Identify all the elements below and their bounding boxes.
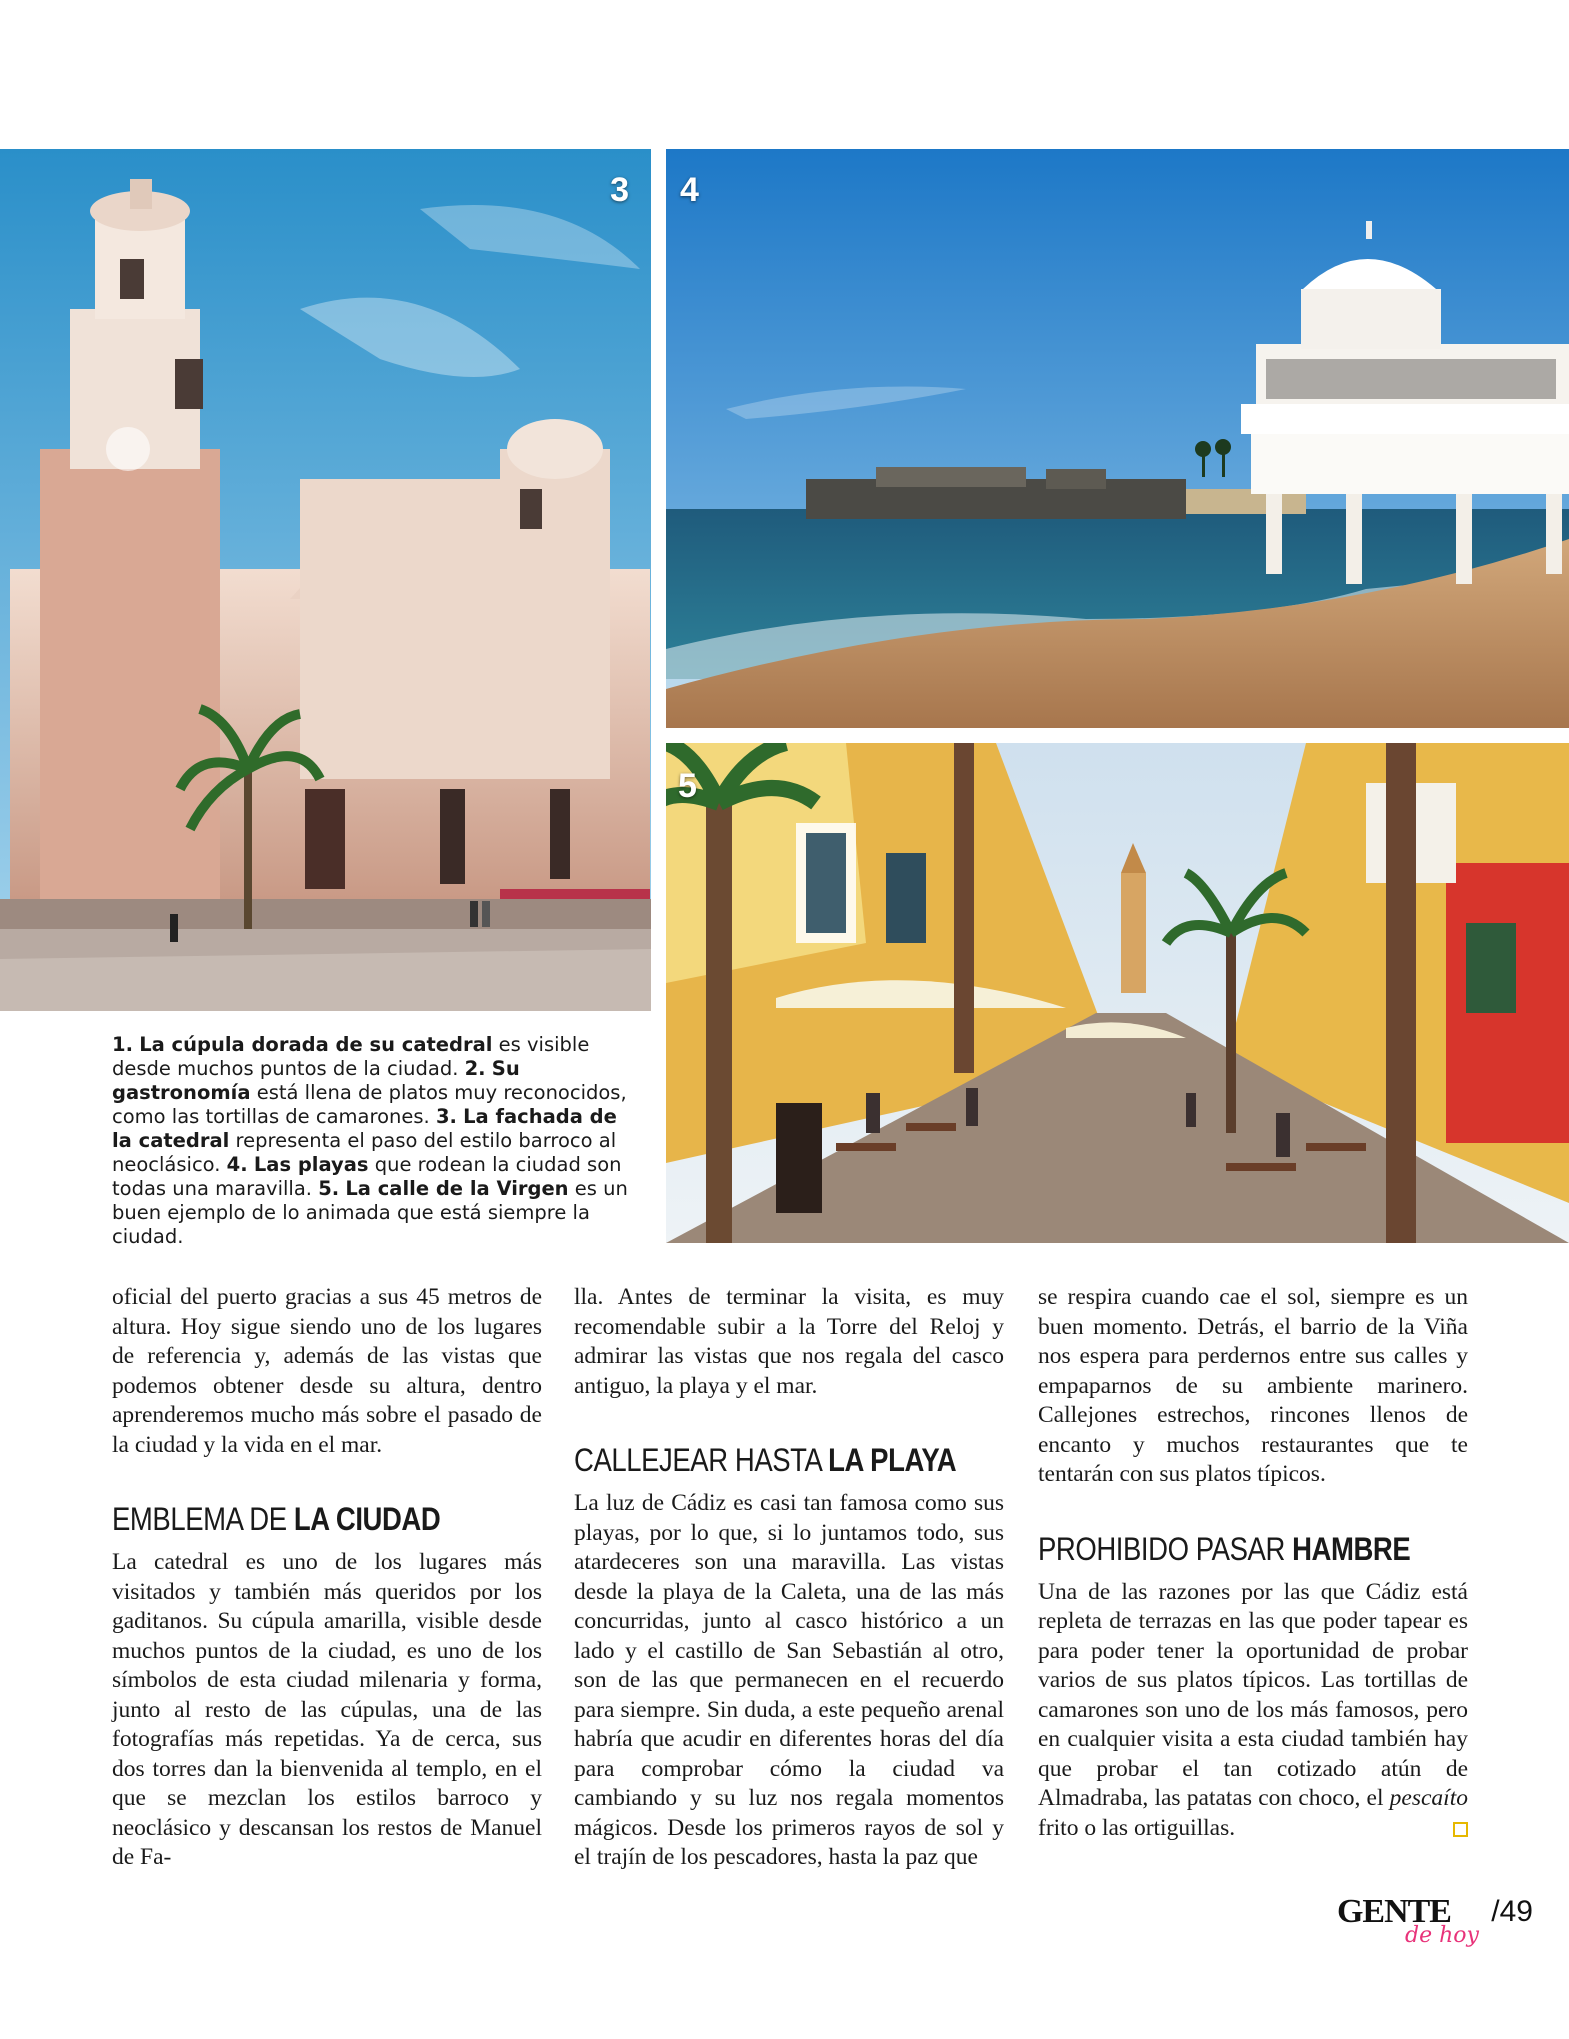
caption-item-3: 3. La fachada de la catedral representa el paso del estilo barroco al neoclásico.: [112, 1105, 617, 1176]
page-number: /49: [1491, 1895, 1533, 1928]
section-heading-prohibido: PROHIBIDO PASAR HAMBRE: [1038, 1530, 1411, 1567]
street-illustration: [666, 743, 1569, 1243]
column-3-intro-paragraph: se respira cuando cae el sol, siempre es un buen momento. Detrás, el barrio de la Viña nos espera para perdernos entre sus calles y empaparnos de su ambiente marinero. Callejones estrechos, rincones llenos de encanto y muchos restaurantes que te tentarán con sus platos típicos.: [1038, 1284, 1468, 1487]
cathedral-illustration: [0, 149, 651, 1011]
article-column-1: [112, 1283, 542, 1873]
column-2-intro-paragraph: lla. Antes de terminar la visita, es muy recomendable subir a la Torre del Reloj y admirar las vistas que nos regala del casco antiguo, la playa y el mar.: [574, 1284, 1004, 1399]
section-heading-callejear: CALLEJEAR HASTA LA PLAYA: [574, 1442, 957, 1478]
article-end-mark-icon: [1453, 1822, 1468, 1837]
column-2-body-paragraph: La luz de Cádiz es casi tan famosa como sus playas, por lo que, si lo juntamos todo, sus atardeceres son una maravilla. Las vistas desde la playa de la Caleta, una de las más concurridas, junto al casco histórico a un lado y el castillo de San Sebastián al otro, son de las que permanecen en el recuerdo para siempre. Sin duda, a este pequeño arenal habría que acudir en diferentes horas del día para comprobar cómo la ciudad va cambiando y su luz nos regala momentos mágicos. Desde los primeros rayos de sol y el trajín de los pescadores, hasta la paz que: [574, 1490, 1004, 1870]
beach-photo: [666, 149, 1569, 728]
column-3-body-paragraph: Una de las razones por las que Cádiz está repleta de terrazas en las que poder tapear es para poder tener la oportunidad de probar varios de sus platos típicos. Las tortillas de camarones son uno de los más famosos, pero en cualquier visita a esta ciudad también hay que probar el tan cotizado atún de Almadraba, las patatas con choco, el pescaíto frito o las ortiguillas.: [1038, 1578, 1468, 1841]
caption-item-5: 5. La calle de la Virgen es un buen ejemplo de lo animada que está siempre la ciudad.: [112, 1177, 628, 1248]
article-column-2: [574, 1283, 1004, 1873]
cathedral-photo: [0, 149, 651, 1011]
magazine-logo: GENTE: [1336, 1893, 1451, 1930]
street-photo: [666, 743, 1569, 1243]
column-1-intro-paragraph: oficial del puerto gracias a sus 45 metros de altura. Hoy sigue siendo uno de los lugares de referencia y, además de las vistas que podemos obtener desde su altura, dentro aprenderemos mucho más sobre el pasado de la ciudad y la vida en el mar.: [112, 1284, 542, 1458]
photo-number-4: 4: [680, 171, 699, 209]
page-footer: [1273, 1893, 1533, 1953]
column-1-body-paragraph: La catedral es uno de los lugares más visitados y también más queridos por los gaditanos. Su cúpula amarilla, visible desde muchos puntos de la ciudad, es uno de los símbolos de esta ciudad milenaria y forma, junto al resto de las cúpulas, una de las fotografías más repetidas. Ya de cerca, sus dos torres dan la bienvenida al templo, en el que se mezclan los estilos barroco y neoclásico y descansan los restos de Manuel de Fa-: [112, 1549, 542, 1870]
article-column-3: [1038, 1283, 1468, 1843]
magazine-logo-script: de hoy: [1405, 1923, 1479, 1948]
photo-number-5: 5: [678, 767, 697, 805]
caption-item-4: 4. Las playas que rodean la ciudad son todas una maravilla.: [112, 1153, 622, 1200]
photo-number-3: 3: [610, 171, 629, 209]
caption-item-1: 1. La cúpula dorada de su catedral es visible desde muchos puntos de la ciudad.: [112, 1033, 590, 1080]
caption-item-2: 2. Su gastronomía está llena de platos muy reconocidos, como las tortillas de camarones.: [112, 1057, 627, 1128]
section-heading-emblema: EMBLEMA DE LA CIUDAD: [112, 1501, 441, 1537]
beach-illustration: [666, 149, 1569, 728]
photo-caption: [112, 1033, 632, 1249]
